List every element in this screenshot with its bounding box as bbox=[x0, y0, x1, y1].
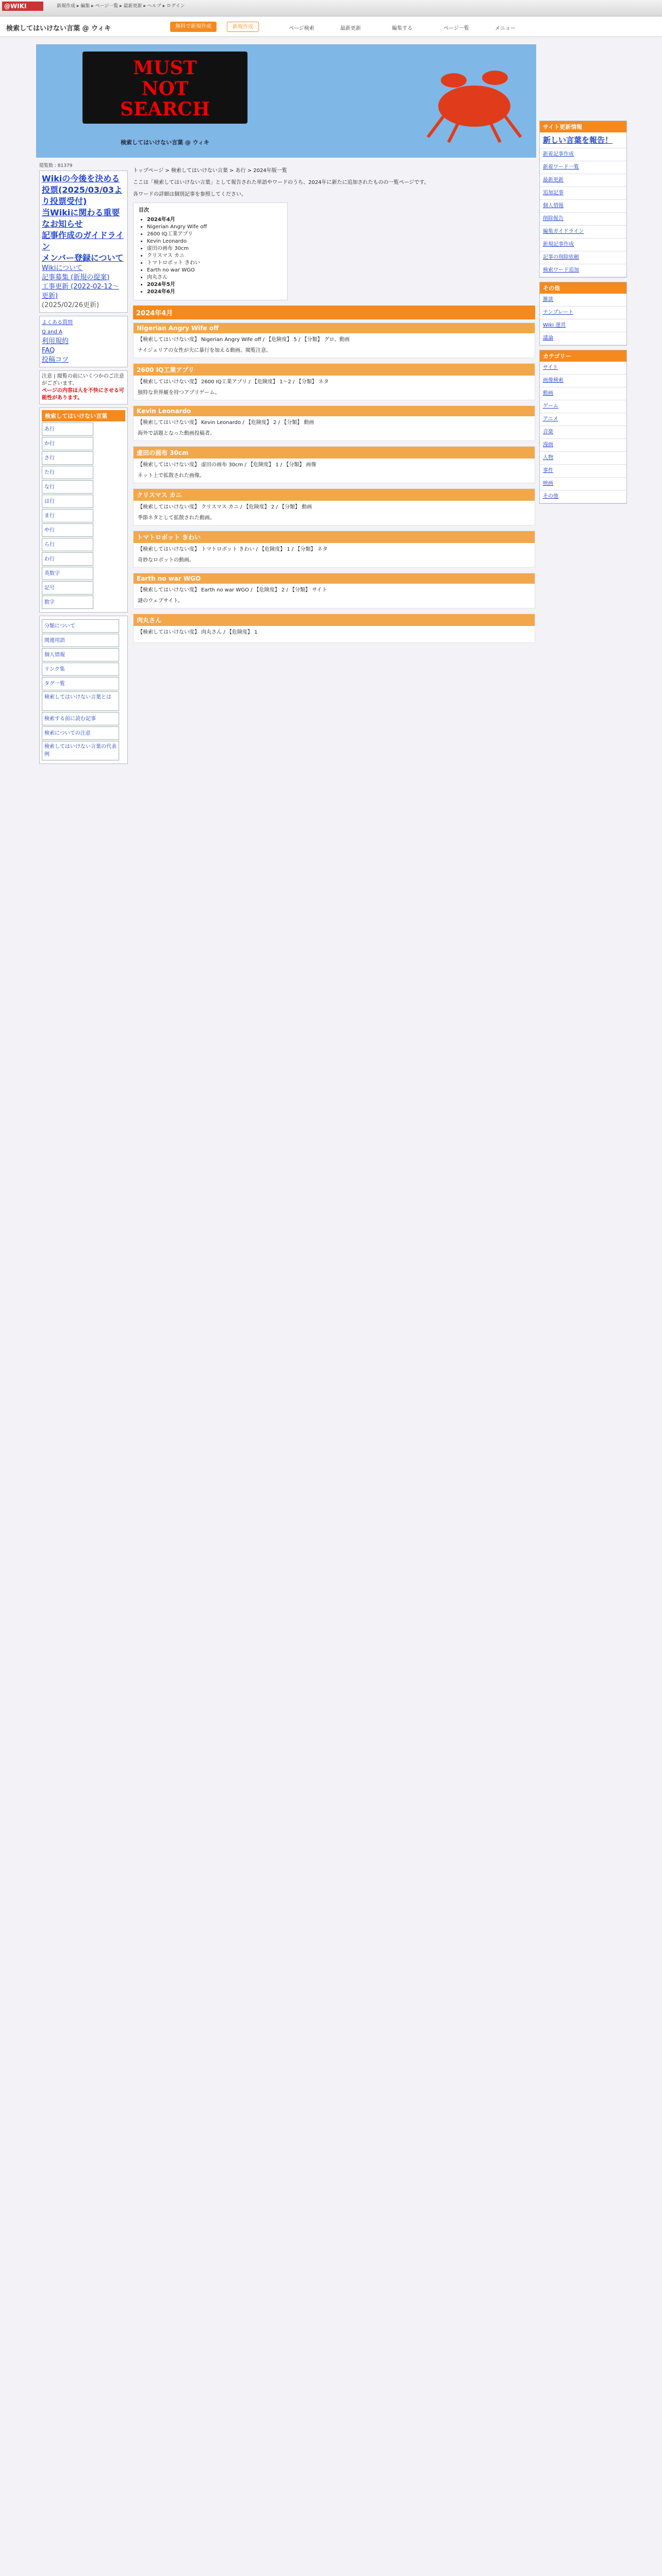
view-counter: 閲覧数 : 81379 bbox=[39, 163, 73, 168]
category-link[interactable]: 音楽 bbox=[540, 426, 626, 439]
menu-pages[interactable]: ページ一覧 bbox=[443, 26, 469, 31]
faq2-link[interactable]: FAQ bbox=[42, 347, 55, 354]
notice-link[interactable]: 当Wikiに関わる重要なお知らせ bbox=[42, 208, 120, 229]
kana-a[interactable]: あ行 bbox=[42, 422, 93, 436]
sign-line: NOT bbox=[141, 78, 189, 99]
sign-line: MUST bbox=[133, 57, 197, 79]
category-link[interactable]: 画像検索 bbox=[540, 375, 626, 387]
entry-fields: 【検索してはいけない度】 虚田の画布 30cm / 【危険度】 1 / 【分類】 画像 bbox=[138, 462, 317, 468]
breadcrumb[interactable]: トップページ > 検索してはいけない言葉 > あ行 > 2024年版一覧 bbox=[133, 168, 287, 174]
update-link[interactable]: 工事更新 (2022-02-12〜更新) bbox=[42, 283, 119, 300]
right-section-title: カテゴリー bbox=[540, 350, 626, 362]
kana-ta[interactable]: た行 bbox=[42, 466, 93, 479]
warning-text: 注意 | 閲覧の前にいくつかのご注意がございます。 bbox=[42, 374, 124, 386]
menu-recent[interactable]: 最新更新 bbox=[340, 26, 361, 31]
toc-item[interactable]: • 2600 IQ工業アプリ bbox=[147, 231, 282, 238]
new-page-button[interactable]: 新規作成 bbox=[227, 22, 259, 32]
misc-link[interactable]: 検索する前に読む記事 bbox=[42, 712, 119, 725]
right-update-section bbox=[539, 121, 627, 278]
entry-card bbox=[133, 446, 535, 483]
terms-link[interactable]: 利用規約 bbox=[42, 337, 69, 345]
entry-title: Earth no war WGO bbox=[134, 573, 535, 584]
kana-ha[interactable]: は行 bbox=[42, 495, 93, 508]
wiki-header bbox=[0, 16, 662, 37]
misc-link[interactable]: 個人情報 bbox=[42, 648, 119, 662]
right-section-title: その他 bbox=[540, 282, 626, 294]
left-help-links bbox=[39, 316, 128, 367]
hero-banner bbox=[36, 44, 536, 158]
must-not-search-sign bbox=[82, 52, 247, 124]
entry-title: Kevin Leonardo bbox=[134, 406, 535, 416]
sign-line: SEARCH bbox=[120, 98, 210, 120]
entry-fields: 【検索してはいけない度】 2600 IQ工業アプリ / 【危険度】 1〜2 / 【分類】 ネタ bbox=[138, 379, 329, 385]
kana-symbol[interactable]: 記号 bbox=[42, 581, 93, 595]
intro-paragraph: ここは「検索してはいけない言葉」として報告された単語やワードのうち、2024年に新たに追加されたものの一覧ページです。 bbox=[133, 180, 429, 185]
entry-card bbox=[133, 488, 535, 526]
menu-search[interactable]: ページ検索 bbox=[289, 26, 315, 31]
entry-title: Nigerian Angry Wife off bbox=[134, 323, 535, 333]
entry-title: 2600 IQ工業アプリ bbox=[134, 364, 535, 376]
misc-link[interactable]: 検索についての注意 bbox=[42, 726, 119, 740]
kana-index-title: 検索してはいけない言葉 bbox=[42, 410, 125, 421]
entry-fields: 【検索してはいけない度】 Kevin Leonardo / 【危険度】 2 / 【分類】 動画 bbox=[138, 420, 315, 426]
top-bar bbox=[0, 0, 662, 16]
entry-title: 肉丸さん bbox=[134, 614, 535, 626]
kana-na[interactable]: な行 bbox=[42, 480, 93, 494]
faq-link[interactable]: よくある質問 bbox=[42, 320, 73, 326]
kana-number[interactable]: 数字 bbox=[42, 596, 93, 609]
main-content bbox=[133, 166, 535, 648]
entry-card bbox=[133, 405, 535, 441]
right-link[interactable]: Wiki 運営 bbox=[540, 319, 626, 332]
right-link[interactable]: 議論 bbox=[540, 332, 626, 345]
toc-item[interactable]: • Nigerian Angry Wife off bbox=[147, 224, 282, 231]
right-link[interactable]: 最新更新 bbox=[540, 174, 626, 187]
right-link[interactable]: 編集ガイドライン bbox=[540, 226, 626, 239]
misc-link[interactable]: リンク集 bbox=[42, 663, 119, 676]
toc-item[interactable]: • トマトロボット きわい bbox=[147, 260, 282, 267]
right-section-title: サイト更新情報 bbox=[540, 121, 626, 132]
toc-item[interactable]: • 2024年4月 bbox=[147, 216, 282, 224]
category-link[interactable]: 人物 bbox=[540, 452, 626, 465]
right-link[interactable]: 記事の削除依頼 bbox=[540, 251, 626, 264]
right-link[interactable]: 追加記事 bbox=[540, 187, 626, 200]
entry-title: トマトロボット きわい bbox=[134, 531, 535, 543]
entry-title: クリスマス カニ bbox=[134, 489, 535, 501]
left-sidebar bbox=[39, 162, 128, 767]
entry-fields: 【検索してはいけない度】 肉丸さん / 【危険度】 1 bbox=[138, 630, 258, 635]
hero-caption: 検索してはいけない言葉 @ ウィキ bbox=[121, 139, 209, 146]
left-misc-links bbox=[39, 616, 128, 764]
category-link[interactable]: アニメ bbox=[540, 413, 626, 426]
kana-sa[interactable]: さ行 bbox=[42, 451, 93, 465]
menu-edit[interactable]: 編集する bbox=[392, 26, 412, 31]
entry-fields: 【検索してはいけない度】 Nigerian Angry Wife off / 【危険度】 5 / 【分類】 グロ、動画 bbox=[138, 337, 350, 343]
misc-link[interactable]: 分類について bbox=[42, 619, 119, 633]
about-wiki-link[interactable]: Wikiについて bbox=[42, 264, 83, 272]
right-other-section bbox=[539, 282, 627, 346]
entry-desc: 謎のウェブサイト。 bbox=[138, 598, 183, 604]
entry-card bbox=[133, 323, 535, 358]
toc-item[interactable]: • Kevin Leonardo bbox=[147, 238, 282, 245]
entry-card bbox=[133, 573, 535, 608]
guideline-link[interactable]: 記事作成のガイドライン bbox=[42, 230, 124, 251]
qa-link[interactable]: Q and A bbox=[42, 329, 62, 335]
vote-link[interactable]: Wikiの今後を決める投票(2025/03/03より投票受付) bbox=[42, 174, 123, 206]
right-link[interactable]: 削除報告 bbox=[540, 213, 626, 226]
red-crab-icon bbox=[418, 55, 531, 147]
entry-desc: ネット上で拡散された画像。 bbox=[138, 473, 205, 479]
misc-link[interactable]: タグ一覧 bbox=[42, 677, 119, 690]
kana-ka[interactable]: か行 bbox=[42, 437, 93, 450]
kana-alnum[interactable]: 英数字 bbox=[42, 567, 93, 580]
toc-item[interactable]: • 2024年5月 bbox=[147, 281, 282, 289]
right-link[interactable]: 新規記事作成 bbox=[540, 239, 626, 251]
tips-link[interactable]: 投稿コツ bbox=[42, 356, 69, 364]
entry-desc: ナイジェリアの女性が夫に暴行を加える動画。閲覧注意。 bbox=[138, 348, 272, 353]
misc-link[interactable]: 関連用語 bbox=[42, 634, 119, 647]
misc-link[interactable]: 検索してはいけない言葉の代表例 bbox=[42, 741, 119, 760]
toc-item[interactable]: • 虚田の画布 30cm bbox=[147, 245, 282, 252]
kana-wa[interactable]: わ行 bbox=[42, 552, 93, 566]
right-link[interactable]: テンプレート bbox=[540, 307, 626, 319]
create-wiki-button[interactable]: 無料で新規作成 bbox=[170, 22, 217, 32]
entry-fields: 【検索してはいけない度】 トマトロボット きわい / 【危険度】 1 / 【分類】 ネタ bbox=[138, 547, 328, 552]
misc-link[interactable]: 検索してはいけない言葉とは bbox=[42, 691, 119, 711]
right-link[interactable]: 個人情報 bbox=[540, 200, 626, 213]
kana-ra[interactable]: ら行 bbox=[42, 538, 93, 551]
entry-desc: 独特な世界観を持つアプリゲーム。 bbox=[138, 390, 220, 396]
right-link[interactable]: 新着ワード一覧 bbox=[540, 161, 626, 174]
left-important-links bbox=[39, 171, 128, 313]
wiki-logo[interactable]: @WIKI bbox=[2, 2, 43, 11]
recruit-link[interactable]: 記事募集 (新規の提案) bbox=[42, 274, 110, 281]
category-link[interactable]: ゲーム bbox=[540, 400, 626, 413]
member-link[interactable]: メンバー登録について bbox=[42, 253, 124, 263]
toc-item[interactable]: • クリスマス カニ bbox=[147, 252, 282, 260]
entry-card bbox=[133, 363, 535, 400]
right-category-section bbox=[539, 350, 627, 504]
warning-red-text: ページの内容は人を不快にさせる可能性があります。 bbox=[42, 388, 124, 401]
toc-item[interactable]: • 肉丸さん bbox=[147, 274, 282, 281]
right-link[interactable]: 検索ワード追加 bbox=[540, 264, 626, 277]
toc-item[interactable]: • Earth no war WGO bbox=[147, 267, 282, 274]
intro-paragraph-2: 各ワードの詳細は個別記事を参照してください。 bbox=[133, 192, 246, 197]
entry-desc: 季節ネタとして拡散された動画。 bbox=[138, 515, 215, 521]
category-link[interactable]: 映画 bbox=[540, 478, 626, 490]
right-link[interactable]: 雑談 bbox=[540, 294, 626, 307]
top-links[interactable]: 新規作成 ▸ 編集 ▸ ページ一覧 ▸ 最新更新 ▸ ヘルプ ▸ ログイン bbox=[57, 4, 185, 9]
entry-card bbox=[133, 531, 535, 568]
entry-card bbox=[133, 614, 535, 643]
category-link[interactable]: 事件 bbox=[540, 465, 626, 478]
category-link[interactable]: 漫画 bbox=[540, 439, 626, 452]
kana-ya[interactable]: や行 bbox=[42, 523, 93, 537]
section-title: 2024年4月 bbox=[133, 306, 535, 319]
update-date: (2025/02/26更新) bbox=[42, 301, 100, 309]
left-warning bbox=[39, 370, 128, 404]
category-link[interactable]: 動画 bbox=[540, 387, 626, 400]
report-word-link[interactable]: 新しい言葉を報告！ bbox=[540, 132, 626, 148]
wiki-title[interactable]: 検索してはいけない言葉 @ ウィキ bbox=[6, 25, 111, 32]
right-link[interactable]: 新着記事作成 bbox=[540, 148, 626, 161]
category-link[interactable]: サイト bbox=[540, 362, 626, 375]
entry-fields: 【検索してはいけない度】 Earth no war WGO / 【危険度】 2 / 【分類】 サイト bbox=[138, 587, 327, 593]
category-link[interactable]: その他 bbox=[540, 490, 626, 503]
entry-desc: 海外で話題となった動画投稿者。 bbox=[138, 431, 215, 436]
toc-title: 目次 bbox=[139, 208, 149, 213]
entry-fields: 【検索してはいけない度】 クリスマス カニ / 【危険度】 2 / 【分類】 動画 bbox=[138, 504, 312, 510]
entry-desc: 奇妙なロボットの動画。 bbox=[138, 557, 194, 563]
table-of-contents bbox=[133, 202, 288, 300]
right-sidebar bbox=[539, 121, 627, 508]
toc-item[interactable]: • 2024年6月 bbox=[147, 289, 282, 296]
kana-index bbox=[39, 408, 128, 613]
kana-ma[interactable]: ま行 bbox=[42, 509, 93, 522]
menu-more[interactable]: メニュー bbox=[495, 26, 516, 31]
entry-title: 虚田の画布 30cm bbox=[134, 447, 535, 459]
